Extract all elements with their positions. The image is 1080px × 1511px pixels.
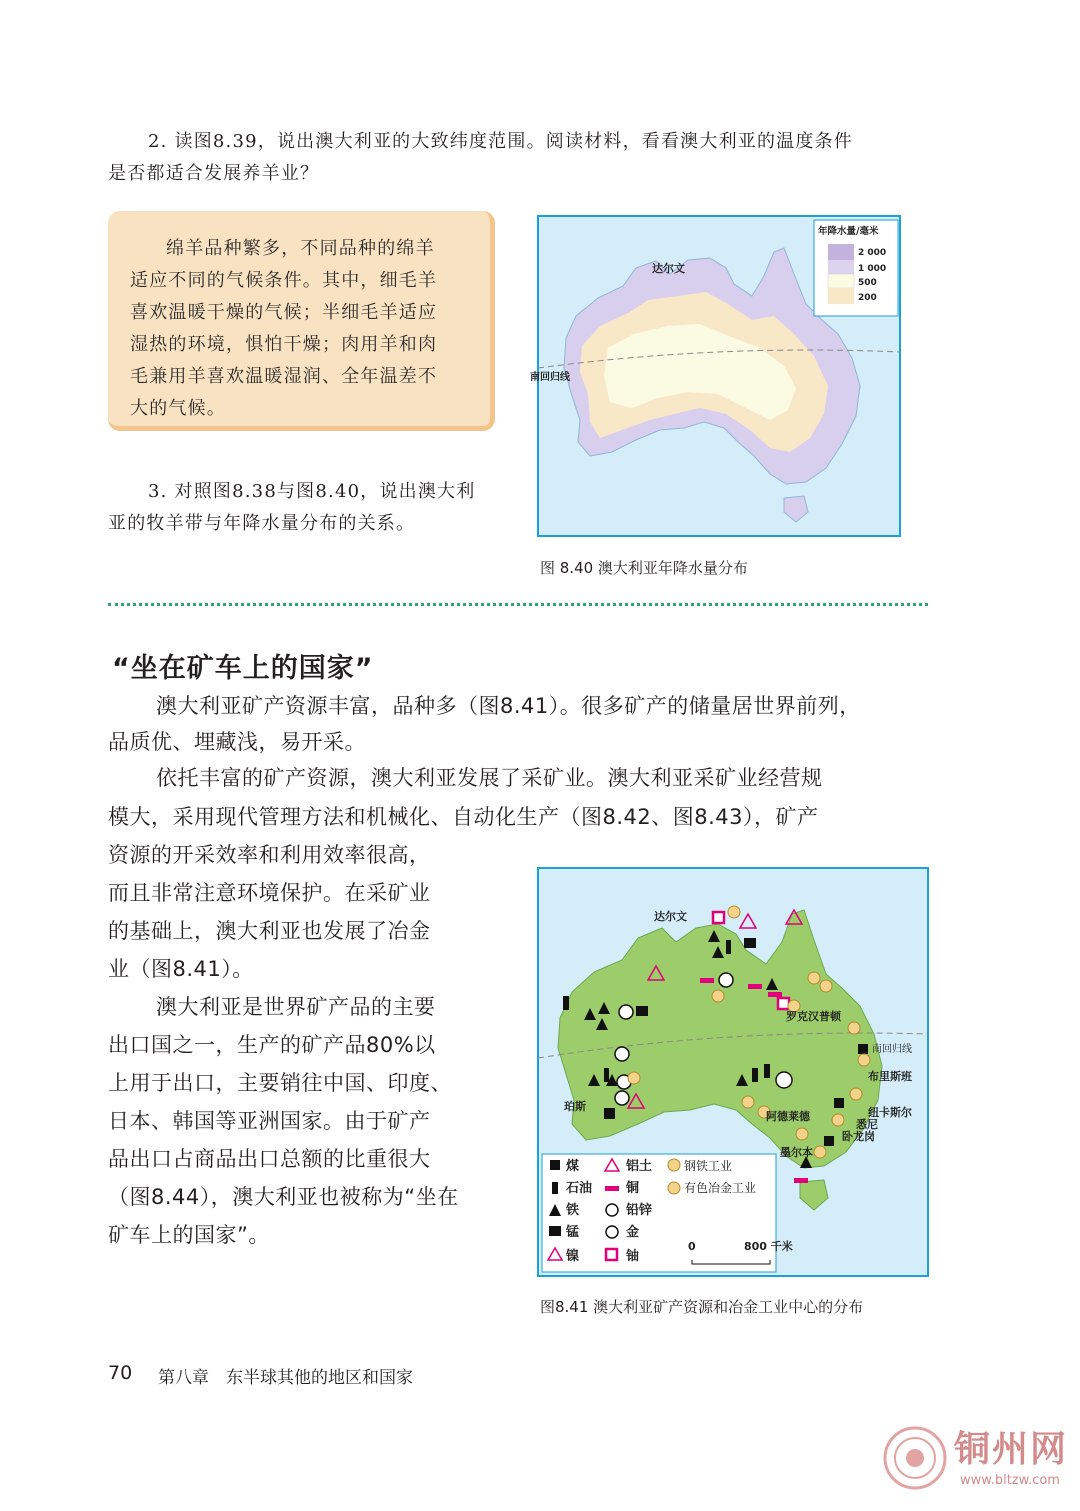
- legend-gold-icon: [606, 1226, 618, 1238]
- label-sydney: 悉尼: [856, 1118, 878, 1131]
- question-2-line1: 2. 读图8.39，说出澳大利亚的大致纬度范围。阅读材料，看看澳大利亚的温度条件: [148, 131, 853, 152]
- watermark-seal-icon: [880, 1423, 950, 1493]
- nonferrous-industry-icon: [848, 1022, 860, 1034]
- legend-copper-icon: [605, 1186, 619, 1191]
- nonferrous-industry-icon: [858, 1054, 870, 1066]
- para2-line2: 模大，采用现代管理方法和机械化、自动化生产（图8.42、图8.43），矿产: [108, 805, 819, 829]
- para-text: 依托丰富的矿产资源，澳大利亚发展了采矿业。澳大利亚采矿业经营规: [156, 766, 823, 790]
- coal-symbol: [858, 1044, 868, 1054]
- nonferrous-industry-icon: [796, 1128, 808, 1140]
- legend-steel: 钢铁工业: [684, 1159, 733, 1173]
- copper-symbol: [700, 978, 714, 983]
- label-adelaide: 阿德莱德: [766, 1110, 810, 1123]
- label-tropic: 南回归线: [530, 372, 570, 383]
- para1-line1: [108, 689, 861, 724]
- legend-value: 200: [858, 293, 877, 303]
- watermark: [880, 1415, 1080, 1511]
- legend-manganese: 锰: [566, 1225, 580, 1240]
- leadzinc-symbol: [776, 1072, 792, 1088]
- gold-symbol: [719, 973, 733, 987]
- legend-coal-icon: [550, 1160, 560, 1170]
- legend-title: 年降水量/毫米: [818, 226, 879, 237]
- para2-line5: 的基础上，澳大利亚也发展了冶金: [108, 919, 431, 943]
- steel-industry-icon: [832, 1114, 844, 1126]
- map1-caption: 图 8.40 澳大利亚年降水量分布: [540, 559, 748, 577]
- section-heading: “坐在矿车上的国家”: [112, 653, 374, 684]
- box-line: 适应不同的气候条件。其中，细毛羊: [130, 270, 438, 291]
- legend-uranium-icon: [606, 1249, 617, 1260]
- legend-swatch-500: [828, 274, 854, 288]
- para3-line1: [108, 990, 436, 1025]
- map2-caption: 图8.41 澳大利亚矿产资源和冶金工业中心的分布: [540, 1298, 864, 1316]
- para2-line1: [108, 761, 823, 796]
- gold-symbol: [619, 1005, 633, 1019]
- para2-line3: 资源的开采效率和利用效率很高，: [108, 843, 431, 867]
- box-line: 大的气候。: [130, 398, 226, 419]
- legend-oil-icon: [552, 1182, 558, 1194]
- question-3-line2: 亚的牧羊带与年降水量分布的关系。: [108, 513, 416, 534]
- label-newcastle: 纽卡斯尔: [868, 1106, 912, 1119]
- legend-nonferrous-icon: [668, 1182, 680, 1194]
- oil-symbol: [726, 940, 731, 954]
- steel-industry-icon: [728, 906, 740, 918]
- precipitation-map: [530, 216, 900, 536]
- box-line: 湿热的环境，惧怕干燥；肉用羊和肉: [130, 334, 438, 355]
- label-tropic: 南回归线: [872, 1044, 912, 1055]
- legend-copper: 铜: [626, 1181, 640, 1196]
- legend-swatch-1000: [828, 260, 854, 274]
- para3-line5: 品出口占商品出口总额的比重很大: [108, 1147, 431, 1171]
- legend-bauxite: 铝土: [626, 1159, 653, 1174]
- legend-steel-icon: [668, 1159, 680, 1171]
- legend-value: 2 000: [858, 248, 887, 258]
- label-darwin: 达尔文: [652, 262, 685, 275]
- legend-swatch-2000: [828, 244, 854, 260]
- manganese-symbol: [744, 938, 756, 948]
- legend-swatch-200: [828, 288, 854, 304]
- oil-symbol: [764, 1064, 770, 1078]
- box-line: 毛兼用羊喜欢温暖湿润、全年温差不: [130, 366, 438, 387]
- para3-line3: 上用于出口，主要销往中国、印度、: [108, 1071, 452, 1095]
- page-number: 70: [108, 1362, 133, 1384]
- legend-gold: 金: [626, 1225, 640, 1240]
- uranium-symbol: [778, 998, 789, 1009]
- gold-symbol: [615, 1091, 629, 1105]
- label-melbourne: 墨尔本: [780, 1146, 813, 1159]
- watermark-name: 铜州网: [954, 1428, 1069, 1470]
- label-darwin: 达尔文: [654, 910, 687, 923]
- question-2-line2: 是否都适合发展养羊业？: [108, 163, 320, 184]
- oil-symbol: [752, 1068, 758, 1082]
- nonferrous-industry-icon: [742, 1096, 754, 1108]
- para1-line2: 品质优、埋藏浅，易开采。: [108, 730, 366, 754]
- label-rockhampton: 罗克汉普顿: [786, 1010, 841, 1023]
- nonferrous-industry-icon: [712, 990, 724, 1002]
- manganese-symbol: [636, 1006, 648, 1016]
- mineral-map: [538, 868, 928, 1276]
- nonferrous-industry-icon: [850, 1088, 862, 1100]
- legend-nickel: 镍: [566, 1249, 580, 1264]
- section-divider: [108, 603, 928, 606]
- label-perth: 珀斯: [564, 1100, 586, 1113]
- para-text: 澳大利亚是世界矿产品的主要: [156, 995, 436, 1019]
- steel-industry-icon: [814, 1146, 826, 1158]
- para-text: 澳大利亚矿产资源丰富，品种多（图8.41）。很多矿产的储量居世界前列，: [156, 694, 861, 718]
- question-3-line1: 3. 对照图8.38与图8.40，说出澳大利: [148, 481, 476, 502]
- para3-line4: 日本、韩国等亚洲国家。由于矿产: [108, 1109, 431, 1133]
- coal-symbol: [824, 1136, 834, 1146]
- coal-symbol: [834, 1098, 844, 1108]
- chapter-title: 东半球其他的地区和国家: [226, 1368, 413, 1388]
- chapter-label: 第八章: [158, 1368, 209, 1388]
- legend-coal: 煤: [566, 1159, 580, 1174]
- watermark-url: www.bltzw.com: [960, 1473, 1060, 1488]
- legend-nonferrous: 有色冶金工业: [684, 1181, 757, 1195]
- nonferrous-industry-icon: [808, 972, 820, 984]
- legend-iron: 铁: [566, 1203, 580, 1218]
- scale-zero: 0: [688, 1240, 696, 1253]
- sheep-breeds-text: [130, 233, 475, 425]
- para3-line2: 出口国之一，生产的矿产品80%以: [108, 1033, 436, 1057]
- para3-line6: （图8.44），澳大利亚也被称为“坐在: [108, 1185, 459, 1209]
- box-line: 喜欢温暖干燥的气候；半细毛羊适应: [130, 302, 438, 323]
- copper-symbol: [794, 1178, 808, 1183]
- legend-manganese-icon: [549, 1226, 561, 1236]
- gold-symbol: [615, 1047, 629, 1061]
- legend-value: 500: [858, 278, 877, 288]
- coal-symbol: [604, 1108, 615, 1119]
- uranium-symbol: [713, 912, 724, 923]
- legend-leadzinc: 铅锌: [626, 1203, 653, 1218]
- legend-oil: 石油: [566, 1181, 593, 1196]
- sheep-breeds-box: [108, 211, 495, 431]
- para2-line4: 而且非常注意环境保护。在采矿业: [108, 881, 431, 905]
- label-brisbane: 布里斯班: [868, 1070, 912, 1083]
- box-line: 绵羊品种繁多，不同品种的绵羊: [166, 238, 435, 259]
- steel-industry-icon: [820, 980, 832, 992]
- legend-leadzinc-icon: [606, 1204, 618, 1216]
- label-wollongong: 卧龙岗: [842, 1130, 875, 1143]
- oil-symbol: [604, 1068, 609, 1082]
- copper-symbol: [748, 984, 762, 989]
- legend-uranium: 铀: [626, 1249, 640, 1264]
- legend-value: 1 000: [858, 264, 887, 274]
- scale-km: 800 千米: [744, 1240, 793, 1253]
- para2-line6: 业（图8.41）。: [108, 957, 254, 981]
- oil-symbol: [563, 996, 569, 1010]
- nonferrous-industry-icon: [628, 1072, 640, 1084]
- copper-symbol: [768, 992, 782, 997]
- para3-line7: 矿车上的国家”。: [108, 1223, 270, 1247]
